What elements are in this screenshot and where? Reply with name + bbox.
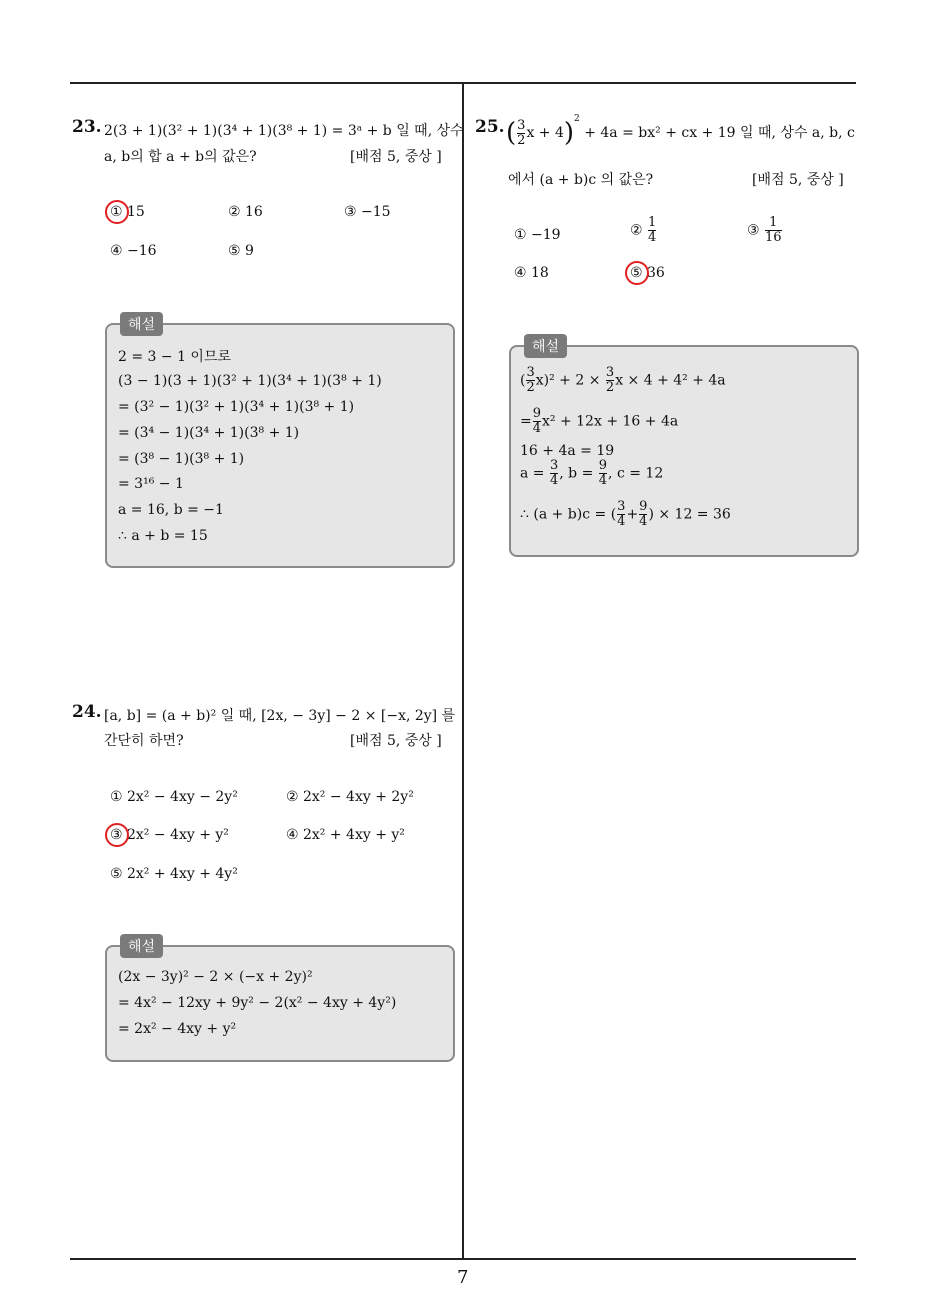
q25-solution-line-1: ( $\frac{3}{2}$ x)² + 2 × $\frac{3}{2}$ x × 4 + 4² + 4a	[520, 365, 726, 395]
q24-choice-5[interactable]: ⑤ 2x² + 4xy + 4y²	[110, 866, 238, 882]
question-24-number: 24.	[72, 702, 102, 722]
q23-choice-2[interactable]: ② 16	[228, 204, 263, 220]
q25-choice-1[interactable]: ① −19	[514, 227, 561, 243]
q23-solution-line: = (3² − 1)(3² + 1)(3⁴ + 1)(3⁸ + 1)	[118, 399, 355, 415]
q23-solution-line: 2 = 3 − 1 이므로	[118, 349, 232, 365]
question-25-text-line2: 에서 (a + b)c 의 값은?	[508, 172, 654, 188]
q24-answer-circle	[105, 823, 129, 847]
question-23-text-line2: a, b의 합 a + b의 값은?	[104, 149, 257, 165]
column-divider	[462, 82, 464, 1259]
q24-solution-line: (2x − 3y)² − 2 × (−x + 2y)²	[118, 969, 313, 985]
q25-solution-line-4: a = $\frac{3}{4}$ , b = $\frac{9}{4}$ , c = 12	[520, 458, 664, 488]
q23-solution-line: = 3¹⁶ − 1	[118, 476, 184, 492]
q23-choice-5[interactable]: ⑤ 9	[228, 243, 254, 259]
q23-answer-circle	[105, 200, 129, 224]
q24-solution-line: = 2x² − 4xy + y²	[118, 1021, 237, 1037]
q25-solution-line-2: = $\frac{9}{4}$ x² + 12x + 16 + 4a	[520, 406, 679, 436]
q25-choice-4[interactable]: ④ 18	[514, 265, 549, 281]
q25-solution-tag: 해설	[524, 334, 567, 358]
q24-choice-2[interactable]: ② 2x² − 4xy + 2y²	[286, 789, 414, 805]
question-23-text-line1: 2(3 + 1)(3² + 1)(3⁴ + 1)(3⁸ + 1) = 3ᵃ + b 일 때, 상수	[104, 123, 464, 139]
page-number: 7	[457, 1267, 469, 1288]
q24-choice-3[interactable]: ③ 2x² − 4xy + y²	[110, 827, 229, 843]
question-24-text-line2: 간단히 하면?	[104, 733, 184, 749]
q23-solution-tag: 해설	[120, 312, 163, 336]
question-23-number: 23.	[72, 117, 102, 137]
q25-choice-3[interactable]: ③ $\frac{1}{16}$	[747, 215, 782, 245]
question-23-score: [배점 5, 중상 ]	[350, 149, 442, 165]
q23-solution-line: = (3⁴ − 1)(3⁴ + 1)(3⁸ + 1)	[118, 425, 300, 441]
q24-solution-line: = 4x² − 12xy + 9y² − 2(x² − 4xy + 4y²)	[118, 995, 397, 1011]
q25-choice-5[interactable]: ⑤ 36	[630, 265, 665, 281]
q25-answer-circle	[625, 261, 649, 285]
q23-solution-line: ∴ a + b = 15	[118, 528, 208, 544]
q23-choice-3[interactable]: ③ −15	[344, 204, 391, 220]
q23-solution-line: = (3⁸ − 1)(3⁸ + 1)	[118, 451, 245, 467]
q25-choice-2[interactable]: ② $\frac{1}{4}$	[630, 215, 657, 245]
q23-choice-1[interactable]: ① 15	[110, 204, 145, 220]
question-25-score: [배점 5, 중상 ]	[752, 172, 844, 188]
q23-solution-line: (3 − 1)(3 + 1)(3² + 1)(3⁴ + 1)(3⁸ + 1)	[118, 373, 382, 389]
q23-choice-4[interactable]: ④ −16	[110, 243, 157, 259]
q24-choice-1[interactable]: ① 2x² − 4xy − 2y²	[110, 789, 238, 805]
question-25-number: 25.	[475, 117, 505, 137]
bottom-rule	[70, 1258, 856, 1260]
question-24-score: [배점 5, 중상 ]	[350, 733, 442, 749]
q24-solution-tag: 해설	[120, 934, 163, 958]
q23-solution-line: a = 16, b = −1	[118, 502, 224, 518]
q24-choice-4[interactable]: ④ 2x² + 4xy + y²	[286, 827, 405, 843]
q25-solution-line-5: ∴ (a + b)c = ( $\frac{3}{4}$ + $\frac{9}{4}$ ) × 12 = 36	[520, 499, 731, 529]
q25-solution-line-3: 16 + 4a = 19	[520, 443, 615, 459]
question-25-text-line1: ( $\frac{3}{2}$ x + 4)$^2$ + 4a = bx² + cx + 19 일 때, 상수 a, b, c	[506, 114, 855, 148]
question-24-text-line1: [a, b] = (a + b)² 일 때, [2x, − 3y] − 2 × [−x, 2y] 를	[104, 708, 456, 724]
